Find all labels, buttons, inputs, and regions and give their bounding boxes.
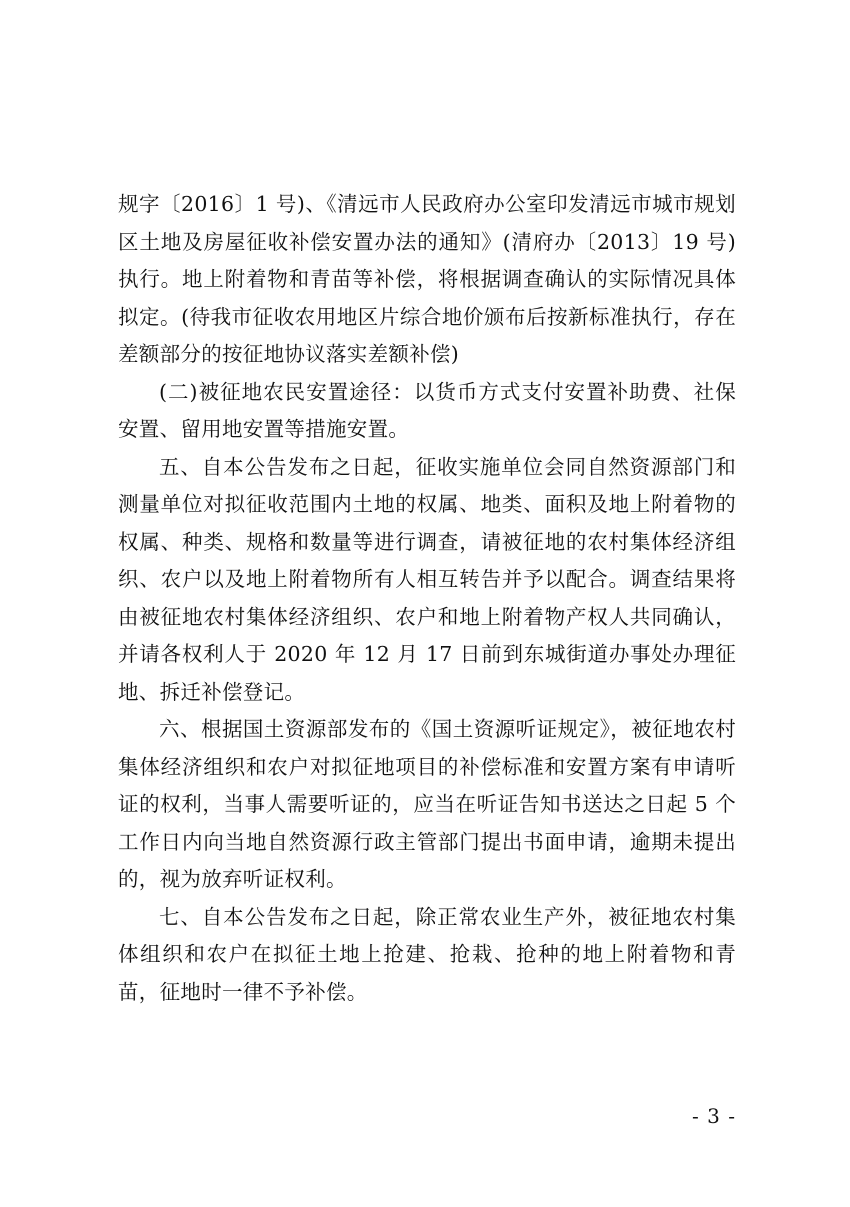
page-number: - 3 - (692, 1104, 736, 1128)
paragraph-continuation: 规字〔2016〕1 号)、《清远市人民政府办公室印发清远市城市规划区土地及房屋征收补偿安置办法的通知》(清府办〔2013〕19 号)执行。地上附着物和青苗等补偿，将根据调查确认的实际情况具体拟定。(待我市征收农用地区片综合地价颁布后按新标准执行，存在差额部分的按征地协议落实差额补偿) (118, 192, 736, 366)
paragraph-item-7: 七、自本公告发布之日起，除正常农业生产外，被征地农村集体组织和农户在拟征土地上抢建、抢栽、抢种的地上附着物和青苗，征地时一律不予补偿。 (118, 904, 736, 1004)
document-body (118, 186, 736, 1011)
paragraph-resettlement: (二)被征地农民安置途径：以货币方式支付安置补助费、社保安置、留用地安置等措施安置。 (118, 379, 736, 441)
paragraph-item-6: 六、根据国土资源部发布的《国土资源听证规定》，被征地农村集体经济组织和农户对拟征地项目的补偿标准和安置方案有申请听证的权利，当事人需要听证的，应当在听证告知书送达之日起 5 个工作日内向当地自然资源行政主管部门提出书面申请，逾期未提出的，视为放弃听证权利。 (118, 717, 736, 891)
paragraph-item-5: 五、自本公告发布之日起，征收实施单位会同自然资源部门和测量单位对拟征收范围内土地的权属、地类、面积及地上附着物的权属、种类、规格和数量等进行调查，请被征地的农村集体经济组织、农户以及地上附着物所有人相互转告并予以配合。调查结果将由被征地农村集体经济组织、农户和地上附着物产权人共同确认，并请各权利人于 2020 年 12 月 17 日前到东城街道办事处办理征地、拆迁补偿登记。 (118, 454, 736, 704)
